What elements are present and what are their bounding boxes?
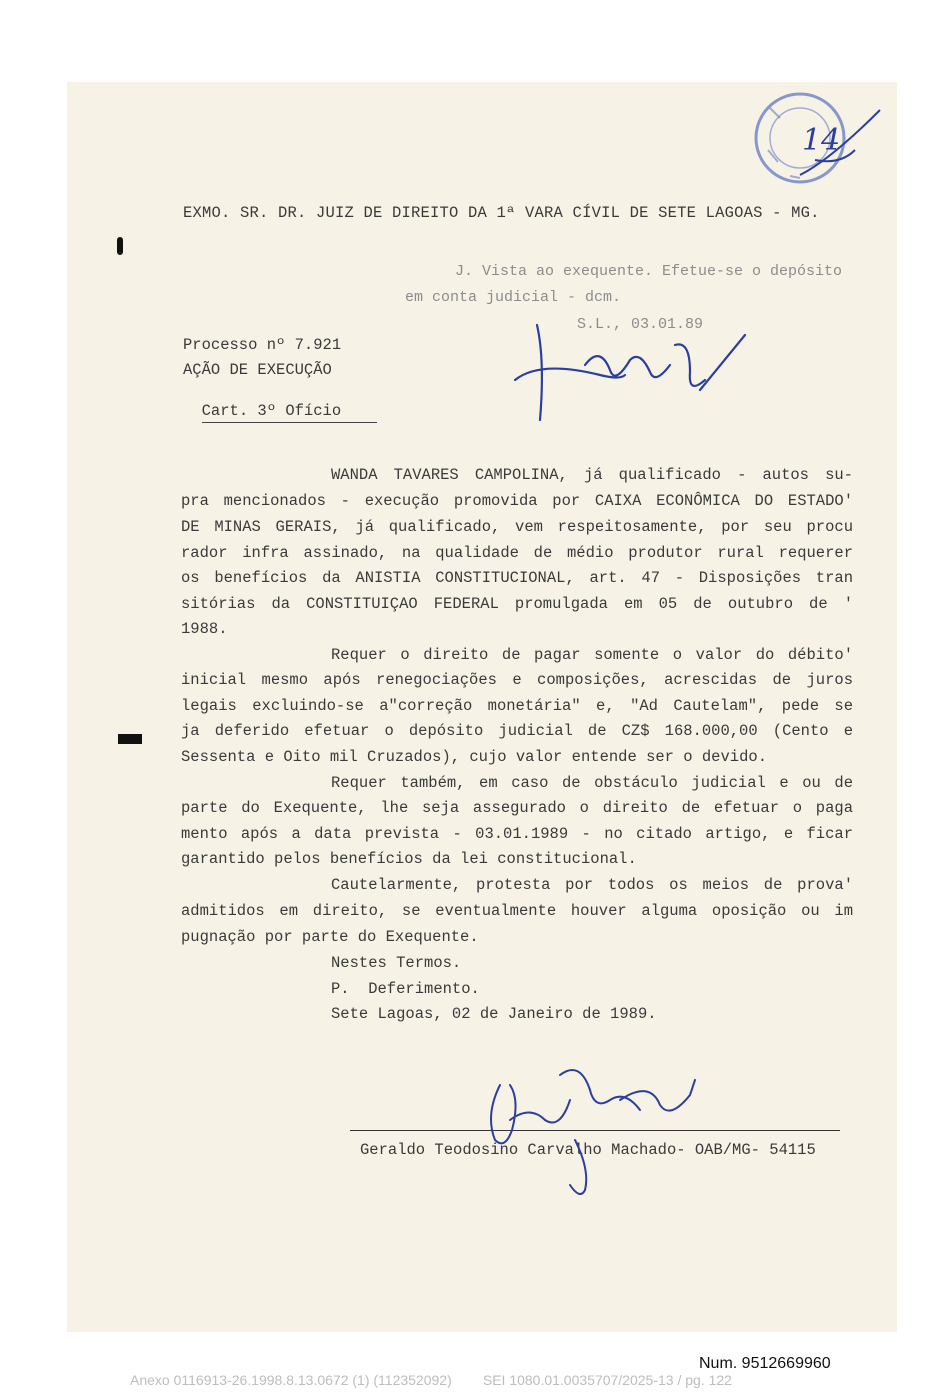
body-line-17: Cautelarmente, protesta por todos os meios de prova' <box>331 876 853 894</box>
despacho-date: S.L., 03.01.89 <box>577 316 704 333</box>
body-line-5: os benefícios da ANISTIA CONSTITUCIONAL, art. 47 - Disposições tran <box>181 569 853 587</box>
body-line-1: WANDA TAVARES CAMPOLINA, já qualificado - autos su- <box>331 466 853 484</box>
body-line-11: ja deferido efetuar o depósito judicial de CZ$ 168.000,00 (Cento e <box>181 722 853 740</box>
body-line-4: rador infra assinado, na qualidade de médio produtor rural requerer <box>181 544 853 562</box>
body-line-19: pugnação por parte do Exequente. <box>181 928 479 946</box>
body-line-13: Requer também, em caso de obstáculo judicial e ou de <box>331 774 853 792</box>
body-line-6: sitórias da CONSTITUIÇAO FEDERAL promulgada em 05 de outubro de ' <box>181 595 853 613</box>
process-registry-text: Cart. 3º Ofício <box>202 402 378 423</box>
despacho-line-2: em conta judicial - dcm. <box>405 289 622 306</box>
body-line-14: parte do Exequente, lhe seja assegurado o direito de efetuar o paga <box>181 799 853 817</box>
body-line-12: Sessenta e Oito mil Cruzados), cujo valor entende ser o devido. <box>181 748 767 766</box>
lawyer-signature-icon <box>491 1070 695 1194</box>
signer-name: Geraldo Teodosino Carvalho Machado- OAB/MG- 54115 <box>360 1141 816 1159</box>
body-line-18: admitidos em direito, se eventualmente houver alguma oposição ou im <box>181 902 853 920</box>
body-line-9: inicial mesmo após renegociações e composições, acrescidas de juros <box>181 671 853 689</box>
process-number: Processo nº 7.921 <box>183 336 342 354</box>
closing-line-3: Sete Lagoas, 02 de Janeiro de 1989. <box>331 1005 657 1023</box>
body-line-15: mento após a data prevista - 03.01.1989 - no citado artigo, e ficar <box>181 825 853 843</box>
closing-line-2: P. Deferimento. <box>331 980 480 998</box>
document-reference: Anexo 0116913-26.1998.8.13.0672 (1) (112352092) SEI 1080.01.0035707/2025-13 / pg. 122 <box>130 1372 732 1388</box>
document-number: Num. 9512669960 <box>699 1355 831 1372</box>
body-line-10: legais excluindo-se a"correção monetária" e, "Ad Cautelam", pede se <box>181 697 853 715</box>
body-line-2: pra mencionados - execução promovida por CAIXA ECONÔMICA DO ESTADO' <box>181 492 853 510</box>
body-line-7: 1988. <box>181 620 228 638</box>
process-action: AÇÃO DE EXECUÇÃO <box>183 361 332 379</box>
body-line-8: Requer o direito de pagar somente o valor do débito' <box>331 646 853 664</box>
despacho-line-1: J. Vista ao exequente. Efetue-se o depósito <box>455 263 843 280</box>
closing-line-1: Nestes Termos. <box>331 954 462 972</box>
body-line-16: garantido pelos benefícios da lei constitucional. <box>181 850 637 868</box>
addressee: EXMO. SR. DR. JUIZ DE DIREITO DA 1ª VARA CÍVIL DE SETE LAGOAS - MG. <box>183 204 820 222</box>
stamp-number: 14 <box>802 123 841 158</box>
judge-signature-icon <box>515 325 745 420</box>
body-line-3: DE MINAS GERAIS, já qualificado, vem respeitosamente, por seu procu <box>181 518 853 536</box>
